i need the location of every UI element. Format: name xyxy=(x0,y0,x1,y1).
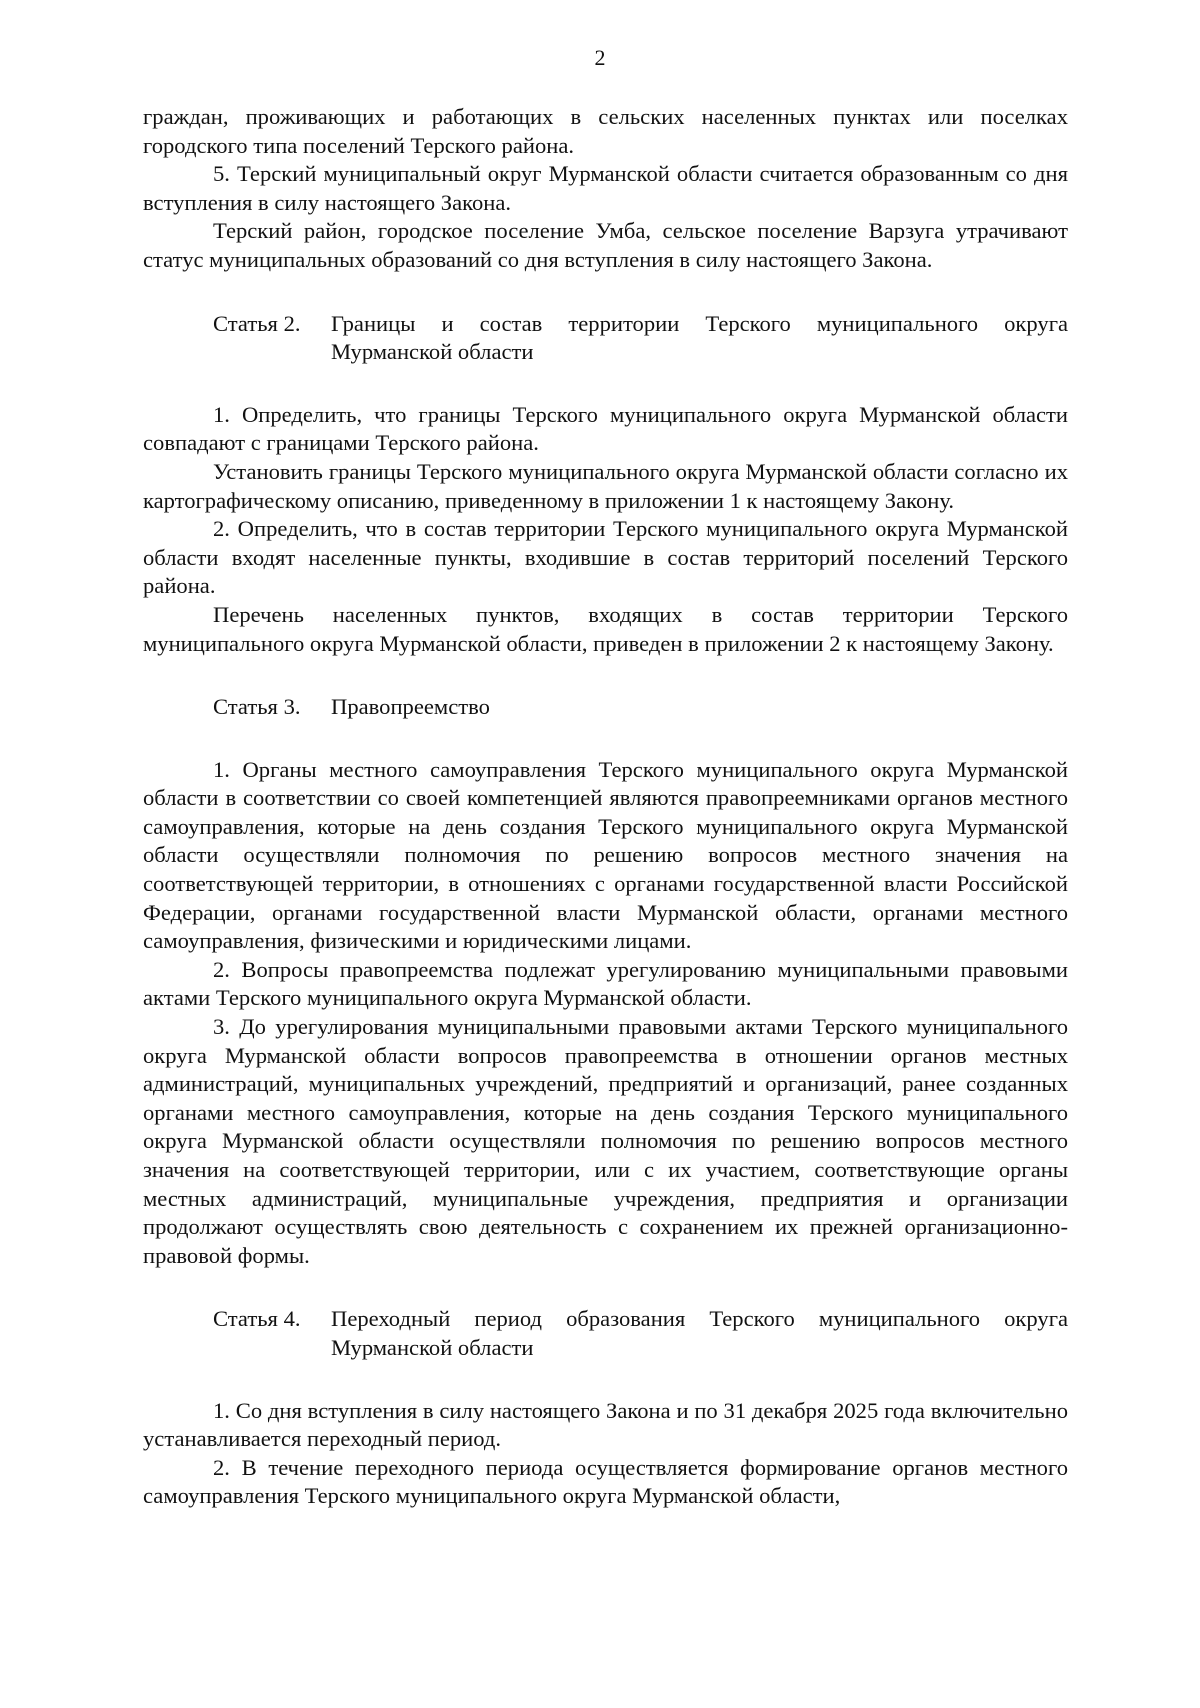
article-2-heading xyxy=(143,310,1068,367)
page-number: 2 xyxy=(594,45,606,70)
article-2-number: Статья 2. xyxy=(213,310,301,336)
article-2-paragraph-1: 1. Определить, что границы Терского муниципального округа Мурманской области совпадают с границами Терского района. xyxy=(143,401,1068,456)
article-4-paragraph-2: 2. В течение переходного периода осуществляется формирование органов местного самоуправления Терского муниципального округа Мурманской области, xyxy=(143,1454,1068,1509)
article-3-paragraph-1: 1. Органы местного самоуправления Терского муниципального округа Мурманской области в соответствии со своей компетенцией являются правопреемниками органов местного самоуправления, которые на день создания Терского муниципального округа Мурманской области осуществляли полномочия по решению вопросов местного значения на соответствующей территории, в отношениях с органами государственной власти Российской Федерации, органами государственной власти Мурманской области, органами местного самоуправления, физическими и юридическими лицами. xyxy=(143,756,1068,954)
article-4-title: Переходный период образования Терского муниципального округа Мурманской области xyxy=(331,1306,1068,1360)
article-2-title: Границы и состав территории Терского муниципального округа Мурманской области xyxy=(331,310,1068,365)
document-body xyxy=(143,103,1068,1511)
article-3-paragraph-3: 3. До урегулирования муниципальными правовыми актами Терского муниципального округа Мурманской области вопросов правопреемства в отношении органов местных администраций, муниципальных учреждений, предприятий и организаций, ранее созданных органами местного самоуправления, которые на день создания Терского муниципального округа Мурманской области осуществляли полномочия по решению вопросов местного значения на соответствующей территории, или с их участием, соответствующие органы местных администраций, муниципальные учреждения, предприятия и организации продолжают осуществлять свою деятельность с сохранением их прежней организационно-правовой формы. xyxy=(143,1014,1068,1268)
article-3-heading xyxy=(143,693,1068,722)
article-4-paragraph-1: 1. Со дня вступления в силу настоящего Закона и по 31 декабря 2025 года включительно устанавливается переходный период. xyxy=(143,1397,1068,1452)
article-3-title: Правопреемство xyxy=(331,694,490,720)
article-4-number: Статья 4. xyxy=(213,1306,301,1332)
paragraph-item-5: 5. Терский муниципальный округ Мурманской области считается образованным со дня вступления в силу настоящего Закона. xyxy=(143,161,1068,215)
article-3-paragraph-2: 2. Вопросы правопреемства подлежат урегулированию муниципальными правовыми актами Терского муниципального округа Мурманской области. xyxy=(143,956,1068,1011)
paragraph-status-loss: Терский район, городское поселение Умба, сельское поселение Варзуга утрачивают статус муниципальных образований со дня вступления в силу настоящего Закона. xyxy=(143,218,1068,272)
article-2-paragraph-2: Установить границы Терского муниципального округа Мурманской области согласно их картографическому описанию, приведенному в приложении 1 к настоящему Закону. xyxy=(143,458,1068,513)
article-2-paragraph-4: Перечень населенных пунктов, входящих в состав территории Терского муниципального округа Мурманской области, приведен в приложении 2 к настоящему Закону. xyxy=(143,601,1068,656)
article-2-paragraph-3: 2. Определить, что в состав территории Терского муниципального округа Мурманской области входят населенные пункты, входившие в состав территорий поселений Терского района. xyxy=(143,516,1068,599)
article-4-heading xyxy=(143,1305,1068,1362)
paragraph-continuation: граждан, проживающих и работающих в сельских населенных пунктах или поселках городского типа поселений Терского района. xyxy=(143,104,1068,158)
article-3-number: Статья 3. xyxy=(213,694,301,720)
